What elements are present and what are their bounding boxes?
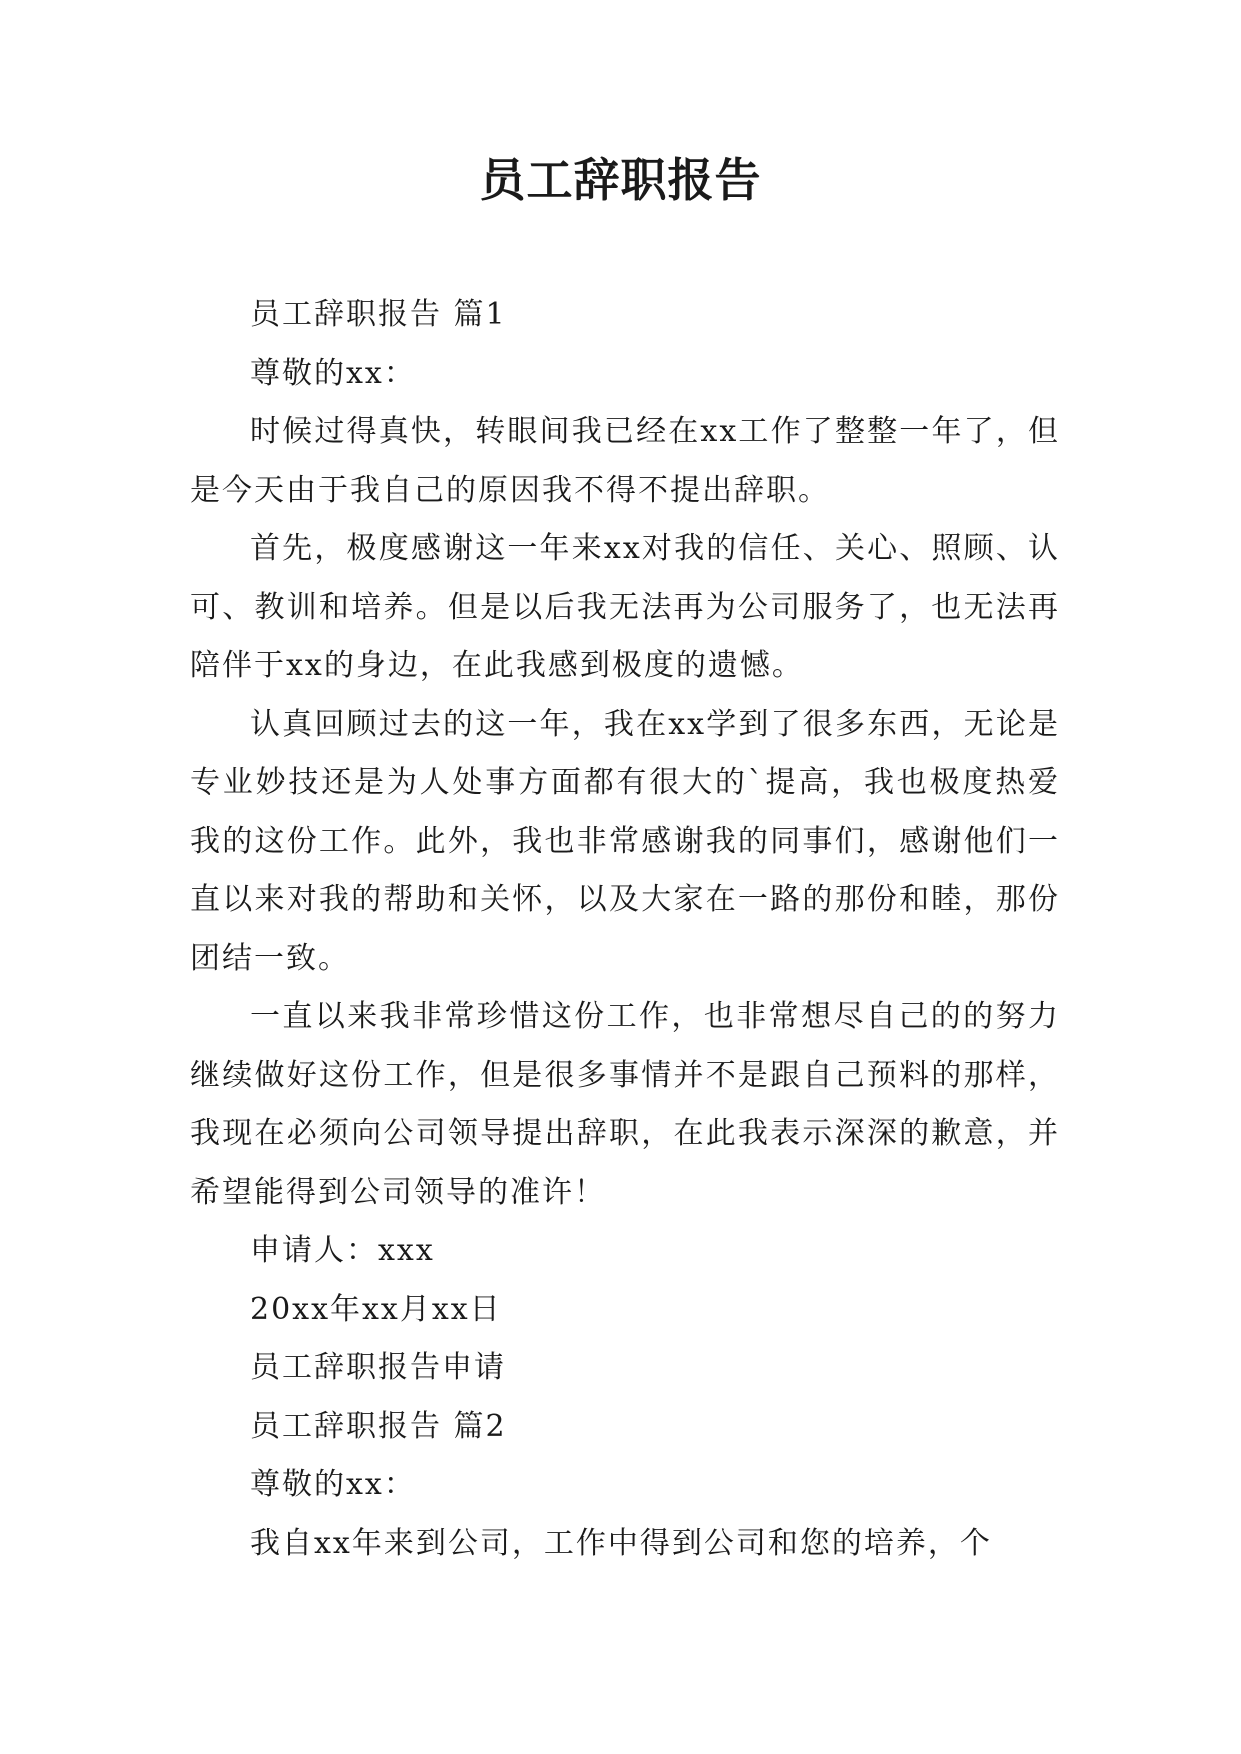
signature-applicant: 申请人：xxx xyxy=(250,1233,435,1268)
document-body xyxy=(190,286,1060,1573)
body-paragraph: 一直以来我非常珍惜这份工作，也非常想尽自己的的努力继续做好这份工作，但是很多事情并不是跟自己预料的那样，我现在必须向公司领导提出辞职，在此我表示深深的歉意，并希望能得到公司领导的准许！ xyxy=(190,999,1060,1210)
body-paragraph: 首先，极度感谢这一年来xx对我的信任、关心、照顾、认可、教训和培养。但是以后我无法再为公司服务了，也无法再陪伴于xx的身边，在此我感到极度的遗憾。 xyxy=(190,531,1060,683)
section-heading-1: 员工辞职报告 篇1 xyxy=(250,297,507,332)
section-heading-2: 员工辞职报告 篇2 xyxy=(250,1408,507,1444)
signature-date: 20xx年xx月xx日 xyxy=(250,1291,502,1327)
salutation-1: 尊敬的xx： xyxy=(250,355,416,391)
body-paragraph: 我自xx年来到公司，工作中得到公司和您的培养，个 xyxy=(250,1525,992,1561)
document-title: 员工辞职报告 xyxy=(479,153,762,207)
body-paragraph: 时候过得真快，转眼间我已经在xx工作了整整一年了，但是今天由于我自己的原因我不得不提出辞职。 xyxy=(190,414,1060,508)
body-paragraph: 认真回顾过去的这一年，我在xx学到了很多东西，无论是专业妙技还是为人处事方面都有很大的`提高，我也极度热爱我的这份工作。此外，我也非常感谢我的同事们，感谢他们一直以来对我的帮助和关怀，以及大家在一路的那份和睦，那份团结一致。 xyxy=(190,706,1060,976)
section-note: 员工辞职报告申请 xyxy=(250,1350,506,1385)
salutation-2: 尊敬的xx： xyxy=(250,1467,416,1502)
